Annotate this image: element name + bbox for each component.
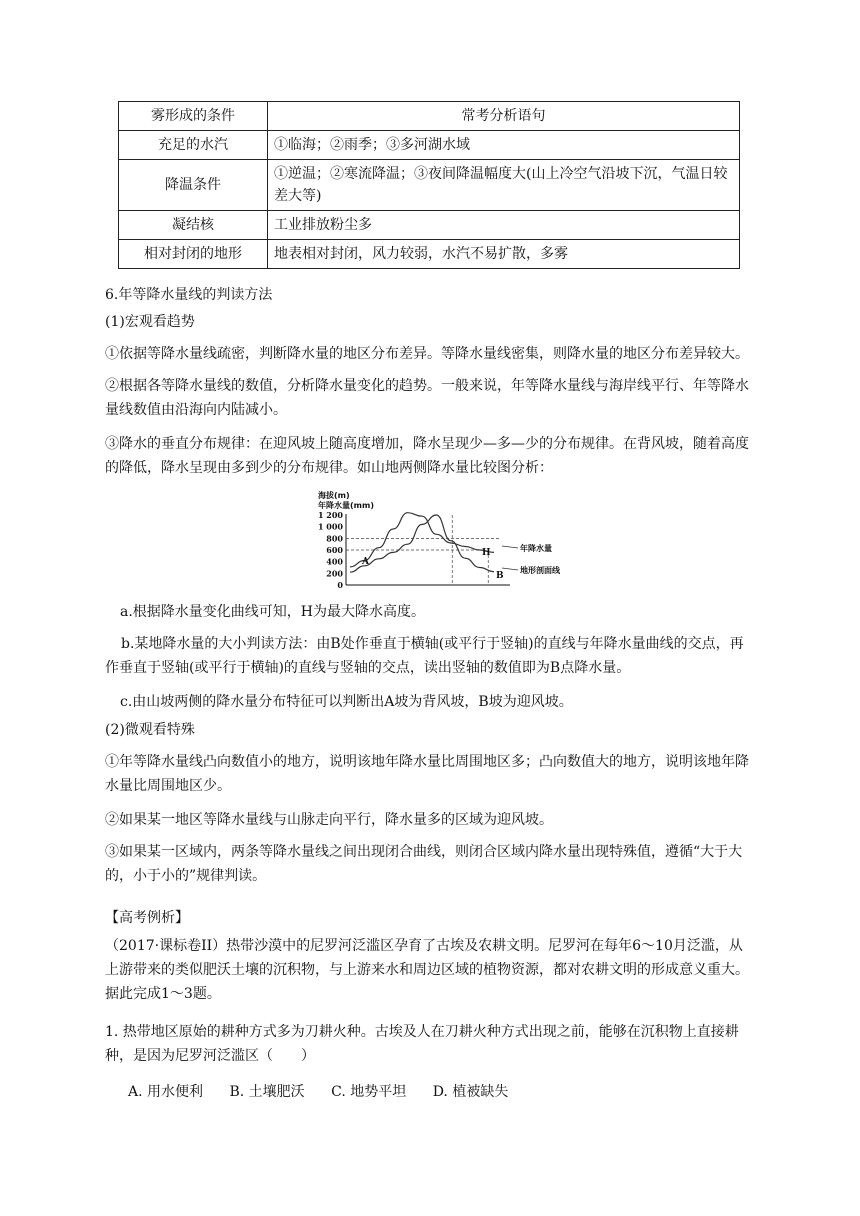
option-b[interactable]: B. 土壤肥沃	[229, 1084, 305, 1100]
terrain-profile-line	[350, 515, 494, 572]
subsection-heading: (2)微观看特殊	[105, 722, 195, 738]
option-c[interactable]: C. 地势平坦	[331, 1084, 407, 1100]
note-a: a.根据降水量变化曲线可知，H为最大降水高度。	[120, 604, 426, 620]
paragraph: ②根据各等降水量线的数值，分析降水量变化的趋势。一般来说，年等降水量线与海岸线平行、年等降水量线数值由沿海向内陆减小。	[105, 378, 749, 418]
y-axis-ticks	[318, 510, 343, 588]
exam-heading: 【高考例析】	[105, 910, 189, 926]
point-label-h: H	[482, 548, 491, 558]
table-cell: 凝结核	[119, 211, 268, 240]
table-header-cell: 雾形成的条件	[119, 102, 268, 131]
subsection-heading: (1)宏观看趋势	[105, 314, 195, 330]
table-cell: 工业排放粉尘多	[268, 211, 740, 240]
fog-conditions-table	[118, 101, 740, 269]
y-tick-label: 800	[326, 533, 343, 544]
y-tick-label: 200	[326, 568, 343, 579]
paragraph: ①年等降水量线凸向数值小的地方，说明该地年降水量比周围地区多；凸向数值大的地方，说明该地年降水量比周围地区少。	[105, 754, 749, 794]
note-b: b.某地降水量的大小判读方法：由B处作垂直于横轴(或平行于竖轴)的直线与年降水量曲线的交点，再作垂直于竖轴(或平行于横轴)的直线与竖轴的交点，读出竖轴的数值即为B点降水量。	[105, 636, 744, 676]
legend-precipitation: 年降水量	[520, 544, 552, 553]
legend-leader-terrain	[502, 568, 518, 570]
y-tick-label: 0	[337, 580, 343, 588]
y-tick-label: 1 000	[317, 521, 343, 532]
table-cell: ①临海；②雨季；③多河湖水域	[268, 131, 740, 160]
y-tick-label: 1 200	[317, 510, 343, 521]
table-cell: 相对封闭的地形	[119, 240, 268, 269]
table-row	[119, 131, 740, 160]
exam-intro: （2017·课标卷II）热带沙漠中的尼罗河泛滥区孕育了古埃及农耕文明。尼罗河在每年6～10月泛滥，从上游带来的类似肥沃土壤的沉积物，与上游来水和周边区域的植物资源，都对农耕文明的形成意义重大。据此完成1～3题。	[105, 938, 749, 1002]
section-heading: 6.年等降水量线的判读方法	[105, 287, 273, 303]
y-tick-label: 600	[326, 545, 343, 556]
point-label-b: B	[496, 571, 504, 581]
paragraph: ③如果某一区域内，两条等降水量线之间出现闭合曲线，则闭合区域内降水量出现特殊值，遵循“大于大的，小于小的”规律判读。	[105, 844, 743, 884]
legend-terrain: 地形剖面线	[520, 566, 560, 575]
point-label-a: A	[362, 557, 369, 567]
paragraph: ②如果某一地区等降水量线与山脉走向平行，降水量多的区域为迎风坡。	[105, 812, 553, 828]
precipitation-line	[350, 513, 494, 567]
table-cell: 地表相对封闭，风力较弱，水汽不易扩散，多雾	[268, 240, 740, 269]
paragraph: ③降水的垂直分布规律：在迎风坡上随高度增加，降水呈现少—多—少的分布规律。在背风坡，随着高度的降低，降水呈现由多到少的分布规律。如山地两侧降水量比较图分析：	[105, 436, 749, 476]
y-axis-label: 年降水量(mm)	[318, 501, 374, 510]
table-cell: 降温条件	[119, 160, 268, 211]
option-a[interactable]: A. 用水便利	[128, 1084, 204, 1100]
note-c: c.由山坡两侧的降水量分布特征可以判断出A坡为背风坡，B坡为迎风坡。	[120, 694, 573, 710]
table-row	[119, 160, 740, 211]
table-cell: 充足的水汽	[119, 131, 268, 160]
y-axis-label: 海拔(m)	[318, 491, 350, 500]
legend-leader-precip	[502, 546, 518, 548]
precipitation-profile-chart	[314, 488, 576, 588]
y-tick-label: 400	[326, 556, 343, 567]
answer-options	[128, 1080, 778, 1104]
table-row	[119, 211, 740, 240]
option-d[interactable]: D. 植被缺失	[432, 1084, 509, 1100]
table-header-row	[119, 102, 740, 131]
table-row	[119, 240, 740, 269]
table-cell: ①逆温；②寒流降温；③夜间降温幅度大(山上冷空气沿坡下沉，气温日较差大等)	[268, 160, 740, 211]
question-1: 1. 热带地区原始的耕种方式多为刀耕火种。古埃及人在刀耕火种方式出现之前，能够在沉积物上直接耕种，是因为尼罗河泛滥区（ ）	[105, 1024, 739, 1064]
paragraph: ①依据等降水量线疏密，判断降水量的地区分布差异。等降水量线密集，则降水量的地区分布差异较大。	[105, 346, 749, 362]
table-header-cell: 常考分析语句	[268, 102, 740, 131]
